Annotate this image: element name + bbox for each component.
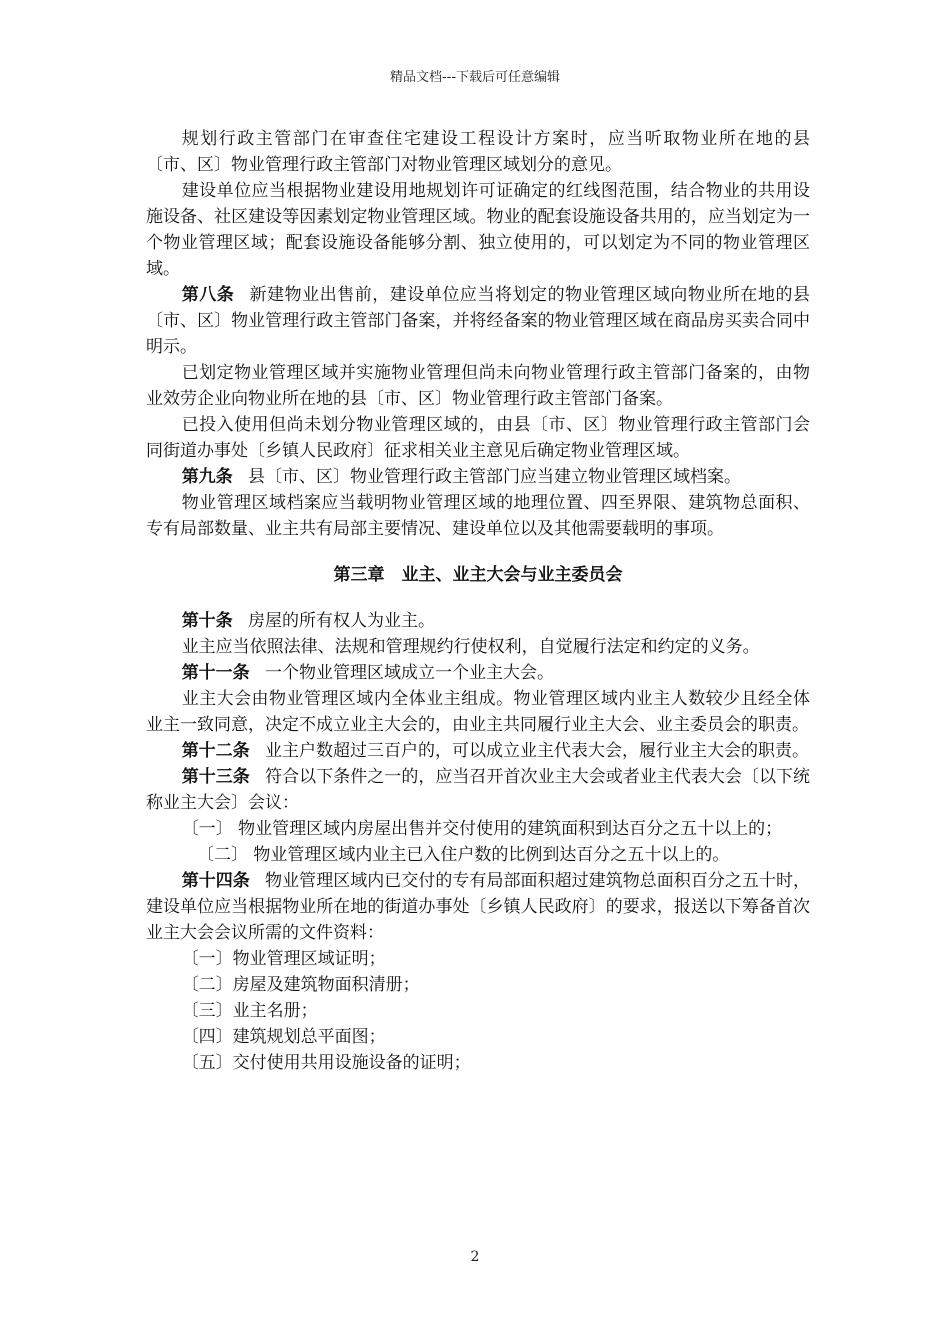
list-item: 〔一〕 物业管理区域内房屋出售并交付使用的建筑面积到达百分之五十以上的； (181, 819, 783, 839)
chapter-heading: 第三章 业主、业主大会与业主委员会 (333, 565, 623, 585)
paragraph: 已划定物业管理区域并实施物业管理但尚未向物业管理行政主管部门备案的，由物业效劳企业向物业所在地的县〔市、区〕物业管理行政主管部门备案。 (146, 363, 810, 409)
list-item: 〔四〕建筑规划总平面图； (181, 1027, 386, 1047)
document-body (146, 126, 810, 1076)
list-item: 〔五〕交付使用共用设施设备的证明； (181, 1053, 471, 1073)
paragraph: 规划行政主管部门在审查住宅建设工程设计方案时，应当听取物业所在地的县〔市、区〕物业管理行政主管部门对物业管理区域划分的意见。 (146, 129, 810, 175)
article-text: 一个物业管理区域成立一个业主大会。 (264, 663, 554, 683)
article-number: 第十一条 (181, 663, 250, 683)
list-item: 〔二〕房屋及建筑物面积清册； (181, 975, 420, 995)
list-item: 〔三〕业主名册； (181, 1001, 318, 1021)
article-number: 第十条 (181, 611, 233, 631)
paragraph: 建设单位应当根据物业建设用地规划许可证确定的红线图范围，结合物业的共用设施设备、社区建设等因素划定物业管理区域。物业的配套设施设备共用的，应当划定为一个物业管理区域；配套设施设备能够分割、独立使用的，可以划定为不同的物业管理区域。 (146, 181, 810, 279)
article-text: 业主户数超过三百户的，可以成立业主代表大会，履行业主大会的职责。 (264, 741, 809, 761)
article-9 (146, 464, 810, 490)
list-item: 〔二〕 物业管理区域内业主已入住户数的比例到达百分之五十以上的。 (197, 845, 730, 865)
article-number: 第八条 (181, 285, 235, 305)
article-text: 物业管理区域内已交付的专有局部面积超过建筑物总面积百分之五十时，建设单位应当根据物业所在地的街道办事处〔乡镇人民政府〕的要求，报送以下筹备首次业主大会会议所需的文件资料： (146, 871, 811, 943)
article-11 (146, 660, 810, 686)
article-text: 新建物业出售前，建设单位应当将划定的物业管理区域向物业所在地的县〔市、区〕物业管理行政主管部门备案，并将经备案的物业管理区域在商品房买卖合同中明示。 (146, 285, 811, 357)
article-13 (146, 764, 810, 816)
article-text: 县〔市、区〕物业管理行政主管部门应当建立物业管理区域档案。 (247, 467, 741, 487)
page-number: 2 (470, 1249, 480, 1265)
article-14 (146, 868, 810, 946)
article-text: 房屋的所有权人为业主。 (247, 611, 435, 631)
article-12 (146, 738, 810, 764)
article-number: 第十四条 (181, 871, 250, 891)
article-number: 第九条 (181, 467, 233, 487)
article-10 (146, 608, 810, 634)
paragraph: 已投入使用但尚未划分物业管理区域的，由县〔市、区〕物业管理行政主管部门会同街道办事处〔乡镇人民政府〕征求相关业主意见后确定物业管理区域。 (146, 415, 810, 461)
article-number: 第十二条 (181, 741, 250, 761)
page-header: 精品文档---下载后可任意编辑 (389, 70, 561, 85)
paragraph: 物业管理区域档案应当载明物业管理区域的地理位置、四至界限、建筑物总面积、专有局部数量、业主共有局部主要情况、建设单位以及其他需要载明的事项。 (146, 493, 810, 539)
paragraph: 业主大会由物业管理区域内全体业主组成。物业管理区域内业主人数较少且经全体业主一致同意，决定不成立业主大会的，由业主共同履行业主大会、业主委员会的职责。 (146, 689, 810, 735)
list-item: 〔一〕物业管理区域证明； (181, 949, 386, 969)
article-text: 符合以下条件之一的，应当召开首次业主大会或者业主代表大会〔以下统称业主大会〕会议： (146, 767, 811, 813)
paragraph: 业主应当依照法律、法规和管理规约行使权利，自觉履行法定和约定的义务。 (181, 637, 760, 657)
article-number: 第十三条 (181, 767, 250, 787)
article-8 (146, 282, 810, 360)
